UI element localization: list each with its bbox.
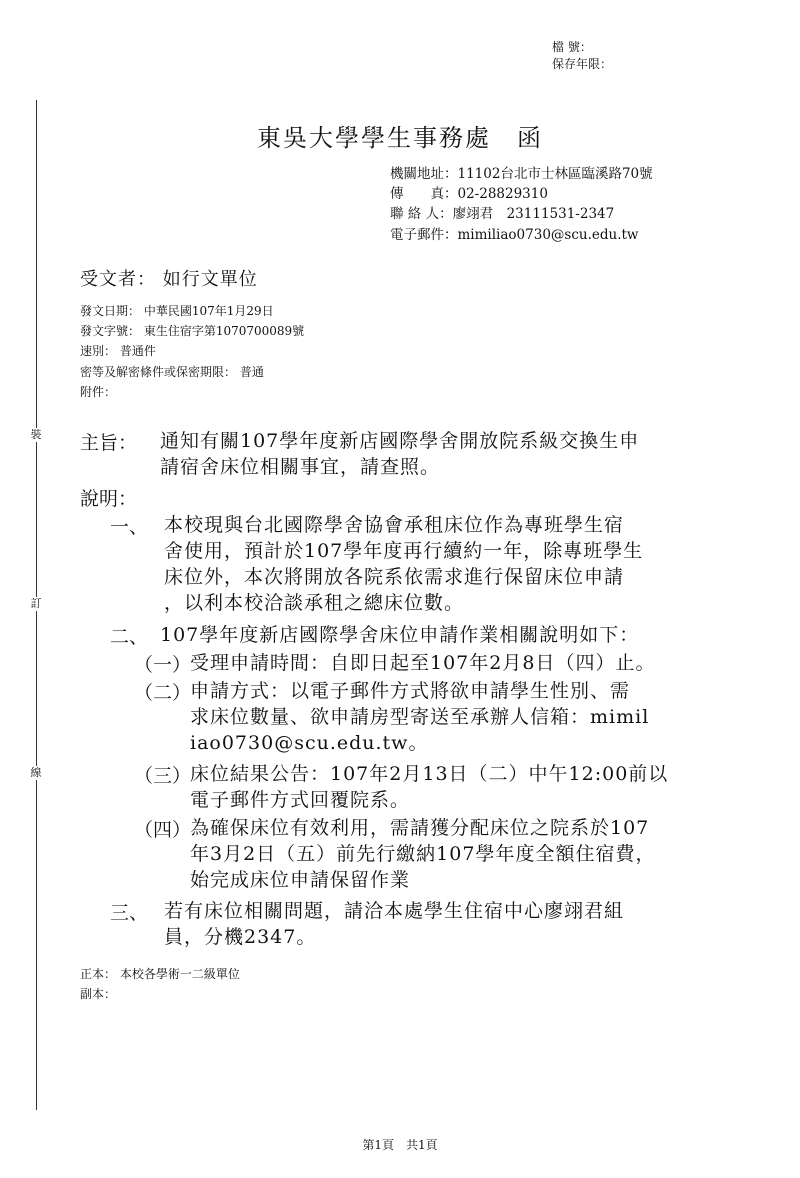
contact-person: 聯 絡 人：廖翊君 23111531-2347 (390, 206, 615, 222)
secrecy-level: 密等及解密條件或保密期限： 普通 (80, 365, 264, 379)
sub-item-line: 年3月2日（五）前先行繳納107學年度全額住宿費， (190, 843, 656, 865)
sub-item-marker: （一） (134, 654, 192, 676)
retention-period-label: 保存年限： (552, 57, 613, 71)
contact-email: 電子郵件：mimiliao0730@scu.edu.tw (390, 227, 639, 243)
item-marker: 二、 (110, 626, 149, 648)
item-2-text (160, 622, 639, 648)
sub-item-marker: （三） (134, 765, 192, 787)
item-line: 舍使用，預計於107學年度再行續約一年，除專班學生 (164, 540, 644, 562)
issue-date: 發文日期： 中華民國107年1月29日 (80, 304, 274, 318)
delivery-speed: 速別： 普通件 (80, 344, 156, 358)
item-3-text (164, 898, 624, 950)
sub-item-2-text (190, 678, 649, 756)
binding-mark-zhuang: 裝 (28, 428, 44, 442)
sub-item-1-text (190, 650, 655, 676)
page-number: 第1頁 共1頁 (362, 1138, 438, 1152)
subject-text (160, 428, 639, 480)
item-marker: 一、 (110, 516, 149, 538)
explanation-label: 說明： (80, 488, 138, 510)
sub-item-marker: （四） (134, 819, 192, 841)
item-line: 本校現與台北國際學舍協會承租床位作為專班學生宿 (164, 514, 625, 536)
sub-item-line: 求床位數量、欲申請房型寄送至承辦人信箱：mimil (190, 706, 650, 728)
item-line: 若有床位相關問題，請洽本處學生住宿中心廖翊君組 (164, 900, 625, 922)
item-1-text (164, 512, 643, 616)
binding-mark-ding: 訂 (28, 597, 44, 611)
item-line: 床位外，本次將開放各院系依需求進行保留床位申請 (164, 566, 625, 588)
sub-item-line: 申請方式：以電子郵件方式將欲申請學生性別、需 (190, 680, 631, 702)
sub-item-marker: （二） (134, 682, 192, 704)
sub-item-line: 始完成床位申請保留作業 (190, 869, 411, 891)
binding-mark-xian: 線 (28, 766, 44, 780)
fax-number: 傳 真：02-28829310 (390, 186, 548, 202)
attachment: 附件： (80, 385, 117, 399)
document-number: 發文字號： 東生住宿字第1070700089號 (80, 324, 305, 338)
subject-label: 主旨： (80, 432, 138, 454)
sub-item-3-text (190, 761, 668, 813)
subject-line: 請宿舍床位相關事宜，請查照。 (160, 456, 441, 478)
sub-item-line: 床位結果公告：107年2月13日（二）中午12:00前以 (190, 763, 669, 785)
sub-item-line: 為確保床位有效利用，需請獲分配床位之院系於107 (190, 817, 650, 839)
copy-recipients: 副本： (80, 987, 117, 1001)
sub-item-line: 受理申請時間：自即日起至107年2月8日（四）止。 (190, 652, 656, 674)
recipient: 受文者： 如行文單位 (80, 269, 258, 290)
sub-item-line: iao0730@scu.edu.tw。 (190, 732, 429, 754)
item-line: ，以利本校洽談承租之總床位數。 (164, 592, 465, 614)
item-marker: 三、 (110, 902, 149, 924)
sub-item-4-text (190, 815, 655, 893)
original-recipients: 正本： 本校各學術一二級單位 (80, 967, 240, 981)
subject-line: 通知有關107學年度新店國際學舍開放院系級交換生申 (160, 430, 640, 452)
item-line: 員，分機2347。 (164, 926, 317, 948)
document-title: 東吳大學學生事務處 函 (257, 124, 543, 152)
sub-item-line: 電子郵件方式回覆院系。 (190, 789, 411, 811)
item-line: 107學年度新店國際學舍床位申請作業相關說明如下： (160, 624, 640, 646)
file-number-label: 檔 號： (552, 40, 592, 54)
agency-address: 機關地址：11102台北市士林區臨溪路70號 (390, 166, 653, 182)
